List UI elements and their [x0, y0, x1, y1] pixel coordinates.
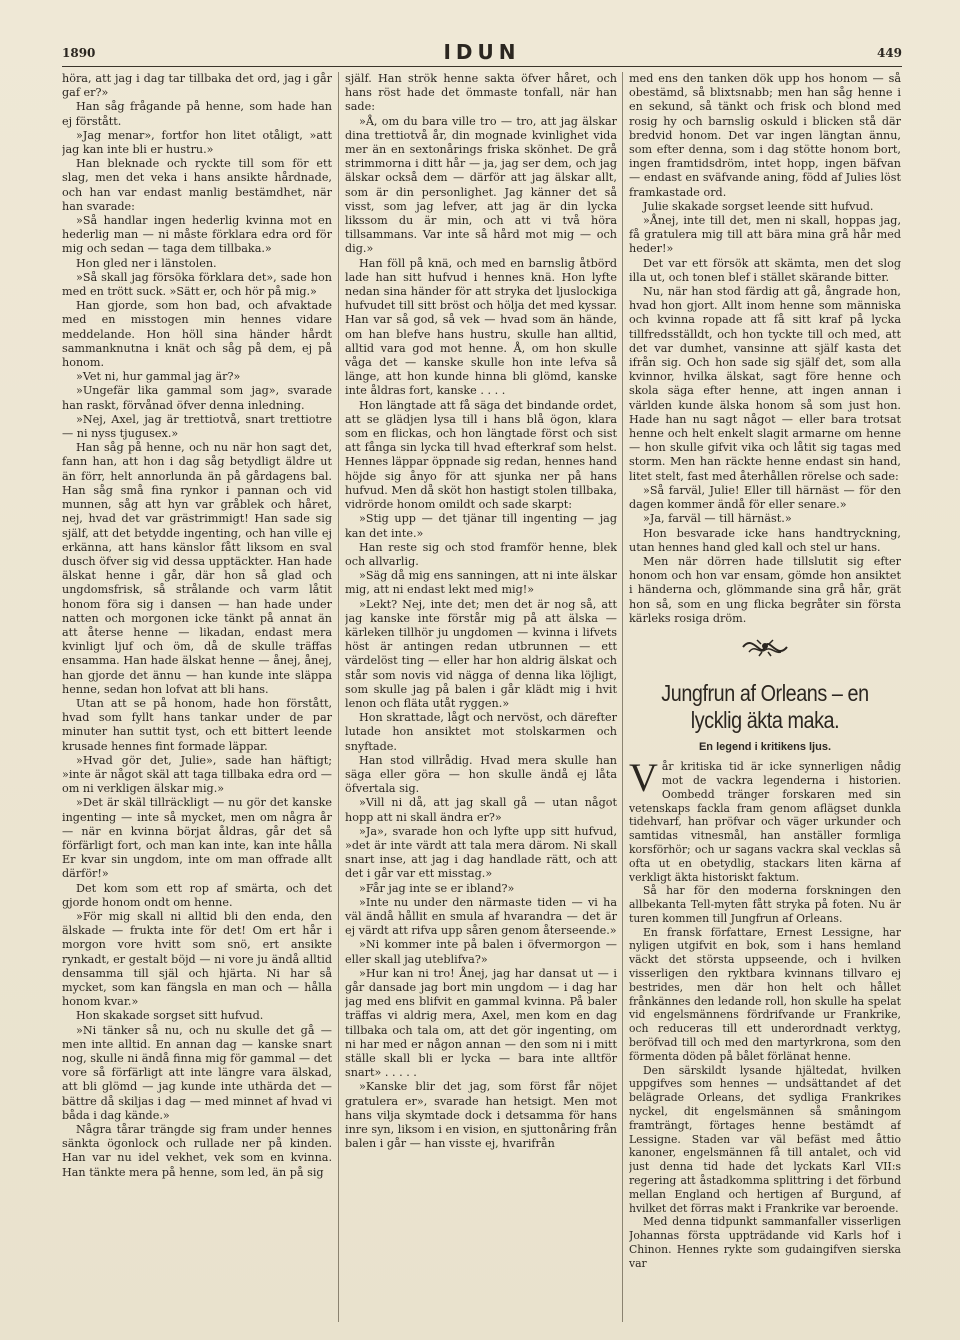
paragraph: Den särskildt lysande hjältedat, hvilken uppgifves som hennes — undsättandet af det belägrade Orleans, det sydliga Frankrikes nyckel, dit engelsmännen så småningom framträngt, förtages henne bestämdt af Lessigne. Staden var väl befäst med åttio kanoner, engelsmännen få till antalet, och vid just denna tid hade det lyckats Karl VII:s regering att åstadkomma splittring i det förbund mellan England och hertigen af Burgund, af hvilket det förras makt i Frankrike var beroende. — [629, 1063, 901, 1215]
article-lead — [629, 755, 901, 884]
paragraph: »Så skall jag försöka förklara det», sade hon med en trött suck. »Sätt er, och hör på mig.» — [62, 270, 332, 299]
paragraph: med ens den tanken dök upp hos honom — så obestämd, så blixtsnabb; men han såg henne i en sekund, så tänkt och frisk och blond med rosig hy och barnslig oskuld i blicken stå där bredvid honom. Det var ingen längtan ännu, som efter denna, som i dag stötte honom bort, ingen framtidsdröm, intet hopp, ingen bäfvan — endast en sväfvande aning, född af Julies löst framkastade ord. — [629, 72, 901, 199]
paragraph: »Ni kommer inte på balen i öfvermorgon — eller skall jag uteblifva?» — [345, 938, 617, 966]
paragraph: »Ni tänker så nu, och nu skulle det gå — men inte alltid. En annan dag — kanske snart nog, skulle ni ändå finna mig för gammal — det vore så förfärligt att inte längre vara älskad, att bli glömd — jag kunde inte uthärda det — bättre då skiljas i dag — med minnet af hvad vi båda i dag kände.» — [62, 1023, 332, 1122]
paragraph: själf. Han strök henne sakta öfver håret, och hans röst hade det ömmaste tonfall, när han sade: — [345, 72, 617, 114]
paragraph: »Å, om du bara ville tro — tro, att jag älskar dina trettiotvå år, din mognade kvinlighet vida mer än en sextonårings friska skönhet. De grå strimmorna i ditt hår — ja, jag ser dem, och jag älskar också dem — därför att jag älskar allt, som är din personlighet. Jag känner det så visst, som jag lefver, att jag är din lycka likssom du är min, och att vi två höra tillsammans. Var inte så hård mot mig — och dig.» — [345, 114, 617, 256]
paragraph: »Stig upp — det tjänar till ingenting — jag kan det inte.» — [345, 512, 617, 540]
paragraph: »Det är skäl tillräckligt — nu gör det kanske ingenting — inte så mycket, men om några år — när en kvinna börjat åldras, går det så förfärligt fort, och man kan inte, kan inte hålla Er kvar sin ungdom, inte om man offrade allt därför!» — [62, 796, 332, 881]
paragraph: Utan att se på honom, hade hon förstått, hvad som fyllt hans tankar under de par minuter han suttit tyst, och ett bittert leende krusade hennes fint formade läppar. — [62, 696, 332, 753]
paragraph: »Ja, farväl — till härnäst.» — [643, 512, 792, 526]
paragraph: »Vet ni, hur gammal jag är?» — [76, 370, 241, 384]
lead-text: år kritiska tid är icke synnerligen nådig mot de vackra legenderna i historien. Oombedd tränger forskaren med sin vetenskaps fackla fram genom aflägset dunkla tidehvarf, han pröfvar och väger urkunder och samtidas vitnesmål, han anställer formliga korsförhör; och ur sagans vackra skal vecklas så ofta ut en obetydlig, stackars liten kärna af verkligt äkta historiskt faktum. — [629, 760, 901, 884]
paragraph: Julie skakade sorgset leende sitt hufvud. — [643, 199, 874, 213]
paragraph: »Jag menar», fortfor hon litet otåligt, »att jag kan inte bli er hustru.» — [62, 128, 332, 157]
paragraph: Det var ett försök att skämta, men det slog illa ut, och tonen blef i stället skärande bitter. — [629, 256, 901, 284]
paragraph: »Så handlar ingen hederlig kvinna mot en hederlig man — ni måste förklara edra ord för mig och sedan — taga dem tillbaka.» — [62, 214, 332, 256]
paragraph: Det kom som ett rop af smärta, och det gjorde honom ondt om henne. — [62, 881, 332, 909]
paragraph: Nu, när han stod färdig att gå, ångrade hon, hvad hon gjort. Allt inom henne som människa och kvinna ropade att få sitt kraf på lycka tillfredsställdt, och hon tyckte till och med, att det var dumhet, vansinne att själf kasta det ifrån sig. Och hon sade sig själf det, som alla kvinnor, hvilka älskat, sagt före henne och skola säga efter henne, att ingen annan i världen kunde älska honom så som just hon. Hade han nu sagt något — eller bara trotsat henne och helt enkelt slagit armarne om henne — hon skulle gifvit vika och låtit sig tagas med storm. Men han räckte henne endast sin hand, litet stelt, fast med återhållen rörelse och sade: — [629, 285, 901, 483]
paragraph: Han reste sig och stod framför henne, blek och allvarlig. — [345, 540, 617, 568]
drop-cap: V — [629, 755, 658, 801]
paragraph: »Vill ni då, att jag skall gå — utan något hopp att ni skall ändra er?» — [345, 796, 617, 824]
paragraph: Han stod villrådig. Hvad mera skulle han säga eller göra — hon skulle ändå ej låta öfvertala sig. — [345, 753, 617, 796]
paragraph: »Ja», svarade hon och lyfte upp sitt hufvud, »det är inte värdt att tala mera därom. Ni skall snart inse, att jag i dag handlade rätt, och att det i går var ett misstag.» — [345, 824, 617, 881]
masthead — [62, 40, 902, 66]
column-divider — [338, 72, 339, 1322]
paragraph: »Kanske blir det jag, som först får nöjet gratulera er», svarade han hetsigt. Men mot hans vilja skymtade dock i detsamma för hans inre syn, liksom i en vision, en sjuttonåring från balen i går — han visste ej, hvarifrån — [345, 1080, 617, 1151]
paragraph: Hon skakade sorgset sitt hufvud. — [76, 1009, 264, 1023]
paragraph: Han gjorde, som hon bad, och afvaktade med en misstogen min hennes vidare meddelande. Hon höll sina händer hårdt sammanknutna i knät och såg på dem, ej på honom. — [62, 299, 332, 370]
paragraph: »Hur kan ni tro! Ånej, jag har dansat ut — i går dansade jag bort min ungdom — i dag har jag med ens blifvit en gammal kvinna. På baler träffas vi aldrig mera, Axel, men kom en dag tillbaka och tala om, att det gör ingenting, om ni har med er någon annan — den som ni i mitt ställe skall bli er lycka — bara inte alltför snart» . . . . . — [345, 966, 617, 1080]
paragraph: »Hvad gör det, Julie», sade han häftigt; »inte är något skäl att taga tillbaka edra ord — om ni verkligen älskar mig.» — [62, 753, 332, 796]
column-2 — [345, 72, 617, 1324]
paragraph: »Inte nu under den närmaste tiden — vi ha väl ändå hållit en smula af hvarandra — det är ej värdt att rifva upp såren genom återseende.» — [345, 895, 617, 938]
paragraph: En fransk författare, Ernest Lessigne, har nyligen utgifvit en bok, som i hans hemland väckt det största uppseende, och i hvilken visserligen den ryktbara kvinnans tillvaro ej bestrides, men där hon helt och hållet frånkännes den ledande roll, hon skulle ha spelat vid engelsmännens fördrifvande ur Frankrike, och reduceras till ett underordnadt verktyg, beröfvad till och med den martyrkrona, som den förmenta döden på bålet förlänat henne. — [629, 925, 901, 1063]
paragraph: Hon längtade att få säga det bindande ordet, att se glädjen lysa till i hans blå ögon, klara som en flickas, och hon längtade först och sist att fånga sin lycka till hvad efterkraf som helst. Hennes läppar öppnade sig redan, hennes hand höjde sig ånyo för att sjunka ner på hans hufvud. Men då sköt hon hastigt stolen tillbaka, vidrörde honom omildt och sade skarpt: — [345, 398, 617, 512]
paragraph: Så har för den moderna forskningen den allbekanta Tell-myten fått stryka på foten. Nu är turen kommen till Jungfrun af Orleans. — [629, 884, 901, 925]
page-number: 449 — [876, 46, 902, 60]
paragraph: »Lekt? Nej, inte det; men det är nog så, att jag kanske inte förstår mig på att älska — kärleken tillhör ju ungdomen — kvinna i lifvets höst är antingen redan utbrunnen — ett värdelöst ting — eller har hon aldrig älskat och står som novis vid nägga of denna lika löjligt, som skulle jag på balen i går klädt mig i hvit lenon och fläta utåt ryggen.» — [345, 597, 617, 710]
paragraph: »Så farväl, Julie! Eller till härnäst — för den dagen kommer ändå för eller senare.» — [629, 483, 901, 512]
paragraph: Han såg frågande på henne, som hade han ej förstått. — [62, 100, 332, 128]
header-rule — [62, 66, 902, 67]
paragraph: höra, att jag i dag tar tillbaka det ord, jag i går gaf er?» — [62, 72, 332, 100]
column-1 — [62, 72, 332, 1324]
paragraph: »Ungefär lika gammal som jag», svarade han raskt, förvånad öfver denna inledning. — [62, 384, 332, 412]
paragraph: Han såg på henne, och nu när hon sagt det, fann han, att hon i dag såg betydligt äldre ut än förr, helt annorlunda än på gårdagens bal. Han såg små fina rynkor i pannan och vid munnen, såg att hyn var gråblek och håret, nej, hvad det var grästrimmigt! Han sade sig själf, att det betydde ingenting, och han ville ej erkänna, att hans känslor fått liksom en sval dusch öfver sig vid dessa upptäckter. Han hade älskat henne i går, där hon så glad och ungdomsfrisk, så strålande och varm låtit honom föra sig i dansen — han hade under natten och morgonen icke tänkt på annat än att återse henne — likadan, endast mera kvinligt ljuf och öm, då de skulle träffas ensamma. Han hade älskat henne — ånej, ånej, han gjorde det ännu — han kunde inte släppa henne, sedan hon lofvat att bli hans. — [62, 441, 332, 696]
paragraph: Hon skrattade, lågt och nervöst, och därefter lutade hon ansiktet mot stolskarmen och snyftade. — [345, 711, 617, 753]
ornament-icon — [629, 632, 901, 666]
article-subtitle: En legend i kritikens ljus. — [698, 740, 832, 753]
paragraph: Några tårar trängde sig fram under hennes sänkta ögonlock och rullade ner på kinden. Han var nu idel vekhet, vek som en kvinna. Han tänkte mera på henne, som led, än på sig — [62, 1123, 332, 1179]
paragraph: »Får jag inte se er ibland?» — [359, 881, 515, 895]
paragraph: Med denna tidpunkt sammanfaller visserligen Johannas första uppträdande vid Karls hof i Chinon. Hennes rykte som gudaingifven sierska var — [629, 1215, 901, 1270]
paragraph: »Säg då mig ens sanningen, att ni inte älskar mig, att ni endast lekt med mig!» — [345, 569, 617, 597]
article-title: Jungfrun af Orleans – en lycklig äkta maka. — [661, 679, 869, 733]
paragraph: Hon besvarade icke hans handtryckning, utan hennes hand gled kall och stel ur hans. — [629, 526, 901, 554]
paragraph: Han bleknade och ryckte till som för ett slag, men det veka i hans ansikte hårdnade, och han var endast manlig bestämdhet, när han svarade: — [62, 157, 332, 213]
paragraph: »Ånej, inte till det, men ni skall, hoppas jag, få gratulera mig till att bära mina grå hår med heder!» — [629, 214, 901, 256]
paragraph: Men när dörren hade tillslutit sig efter honom och hon var ensam, gömde hon ansiktet i händerna och, glömmande sina grå hår, grät hon så, som en ung flicka begråter sin första kärleks rosiga dröm. — [629, 554, 901, 625]
paragraph: »För mig skall ni alltid bli den enda, den älskade — frukta inte för det! Om ert hår i morgon vore hvitt som snö, ert ansikte rynkadt, er gestalt böjd — ni vore ju ändå alltid densamma till själ och hjärta. Ni har så mycket, som kan fängsla en man och — hålla honom kvar.» — [62, 909, 332, 1009]
paragraph: Hon gled ner i länstolen. — [76, 256, 217, 270]
issue-year: 1890 — [62, 46, 96, 60]
column-3 — [629, 72, 901, 1324]
paragraph: Han föll på knä, och med en barnslig åtbörd lade han sitt hufvud i hennes knä. Hon lyfte nedan sina händer för att stryka det ljuslockiga hufvudet till sitt bröst och hölja det med kyssar. Han var så god, så vek — hvad som än hände, om han blefve hans hustru, skulle han alltid, alltid vara god mot henne. Å, om hon skulle våga det — kanske skulle hon inte lefva så länge, att hon kunde hinna bli glömd, kanske inte åldras fort, kanske . . . . — [345, 256, 617, 398]
paragraph: »Nej, Axel, jag är trettiotvå, snart trettiotre — ni nyss tjugusex.» — [62, 412, 332, 441]
publication-title: IDUN — [443, 40, 521, 64]
column-divider — [622, 72, 623, 1322]
